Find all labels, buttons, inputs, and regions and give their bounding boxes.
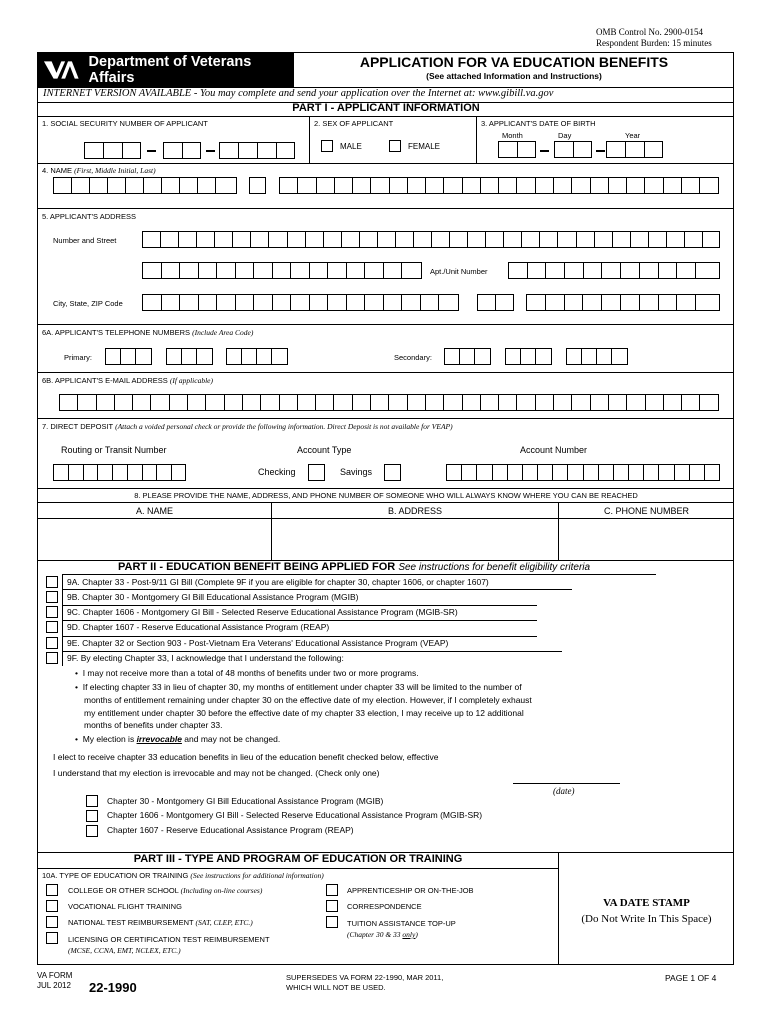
contact-phone-input[interactable]	[561, 520, 732, 558]
name-last[interactable]	[279, 177, 719, 194]
option-9f-label: 9F. By electing Chapter 33, I acknowledge that I understand the following:	[67, 653, 344, 663]
secondary-area[interactable]	[444, 348, 491, 365]
part1-title: PART I - APPLICANT INFORMATION	[292, 102, 480, 114]
college-label: COLLEGE OR OTHER SCHOOL (Including on-line courses)	[68, 886, 263, 895]
primary-line[interactable]	[226, 348, 288, 365]
national-test-label: NATIONAL TEST REIMBURSEMENT (SAT, CLEP, ETC.)	[68, 918, 253, 927]
dob-day[interactable]	[554, 141, 592, 158]
tuition-checkbox[interactable]	[326, 916, 338, 928]
bullet-1: • I may not receive more than a total of 48 months of benefits under two or more programs.	[75, 668, 419, 678]
phone-label: 6A. APPLICANT'S TELEPHONE NUMBERS (Include Area Code)	[42, 328, 254, 337]
account-type-label: Account Type	[297, 445, 352, 455]
zip-input[interactable]	[526, 294, 720, 311]
bullet-2-line4: months of benefits under chapter 33.	[84, 720, 223, 730]
va-date-stamp-note: (Do Not Write In This Space)	[581, 913, 712, 925]
account-number-input[interactable]	[446, 464, 720, 481]
sub-option-ch30-label: Chapter 30 - Montgomery GI Bill Educational Assistance Program (MGIB)	[107, 796, 384, 806]
apt-input[interactable]	[508, 262, 720, 279]
bullet-2: • If electing chapter 33 in lieu of chapter 30, my months of entitlement under chapter 33 will be limited to the number of	[75, 682, 522, 692]
form-subtitle: (See attached Information and Instructions)	[426, 71, 602, 81]
bullet-2-line2: months of entitlement remaining under chapter 30 on the effective date of my election. However, if I completely exhaust	[84, 695, 532, 705]
primary-label: Primary:	[64, 353, 92, 362]
dob-month[interactable]	[498, 141, 536, 158]
ssn-part1[interactable]	[84, 142, 141, 159]
vocational-label: VOCATIONAL FLIGHT TRAINING	[68, 902, 182, 911]
dob-year[interactable]	[606, 141, 663, 158]
correspondence-label: CORRESPONDENCE	[347, 902, 422, 911]
primary-area[interactable]	[105, 348, 152, 365]
sex-male-checkbox[interactable]	[321, 140, 333, 152]
name-middle-initial[interactable]	[249, 177, 266, 194]
city-input[interactable]	[142, 294, 459, 311]
omb-block	[596, 27, 712, 49]
routing-label: Routing or Transit Number	[61, 445, 167, 455]
option-9a-label: 9A. Chapter 33 - Post-9/11 GI Bill (Complete 9F if you are eligible for chapter 30, chapter 1606, or chapter 1607)	[67, 577, 489, 587]
secondary-line[interactable]	[566, 348, 628, 365]
apprenticeship-checkbox[interactable]	[326, 884, 338, 896]
city-label: City, State, ZIP Code	[53, 299, 123, 308]
dd-label: 7. DIRECT DEPOSIT (Attach a voided personal check or provide the following information. Direct Deposit is not available for VEAP)	[42, 422, 453, 431]
contact-name-header: A. NAME	[135, 506, 173, 516]
option-9a-checkbox[interactable]	[46, 576, 58, 588]
dob-year-label: Year	[625, 131, 641, 140]
ssn-part2[interactable]	[163, 142, 201, 159]
sub-option-ch1607-label: Chapter 1607 - Reserve Educational Assistance Program (REAP)	[107, 825, 354, 835]
page-number: PAGE 1 OF 4	[665, 973, 717, 983]
dob-month-label: Month	[502, 131, 523, 140]
email-input[interactable]	[59, 394, 719, 411]
date-label: (date)	[553, 786, 575, 796]
omb-control: OMB Control No. 2900-0154	[596, 27, 704, 37]
part2-title: PART II - EDUCATION BENEFIT BEING APPLIED FOR See instructions for benefit eligibility criteria	[118, 561, 591, 573]
ssn-label: 1. SOCIAL SECURITY NUMBER OF APPLICANT	[42, 119, 208, 128]
sex-female-label: FEMALE	[408, 142, 441, 151]
licensing-hint: (MCSE, CCNA, EMT, NCLEX, ETC.)	[68, 946, 181, 955]
savings-label: Savings	[340, 467, 373, 477]
street-input[interactable]	[142, 231, 720, 248]
checking-label: Checking	[258, 467, 296, 477]
dob-day-label: Day	[558, 131, 572, 140]
apt-label: Apt./Unit Number	[430, 267, 488, 276]
type-label: 10A. TYPE OF EDUCATION OR TRAINING (See instructions for additional information)	[42, 871, 324, 880]
elect-line1: I elect to receive chapter 33 education benefits in lieu of the education benefit checked below, effective	[53, 752, 439, 762]
option-9b-label: 9B. Chapter 30 - Montgomery GI Bill Educational Assistance Program (MGIB)	[67, 592, 359, 602]
sex-male-label: MALE	[340, 142, 362, 151]
name-label: 4. NAME (First, Middle Initial, Last)	[42, 166, 156, 175]
form-title: APPLICATION FOR VA EDUCATION BENEFITS	[359, 54, 669, 70]
national-test-checkbox[interactable]	[46, 916, 58, 928]
sex-label: 2. SEX OF APPLICANT	[314, 119, 394, 128]
tuition-label: TUITION ASSISTANCE TOP-UP	[347, 919, 456, 928]
option-9f-checkbox[interactable]	[46, 652, 58, 664]
account-number-label: Account Number	[520, 445, 588, 455]
contact-name-input[interactable]	[40, 520, 269, 558]
contact-label: 8. PLEASE PROVIDE THE NAME, ADDRESS, AND PHONE NUMBER OF SOMEONE WHO WILL ALWAYS KNOW WHERE YOU CAN BE REACHED	[134, 491, 638, 500]
primary-prefix[interactable]	[166, 348, 213, 365]
form-number: 22-1990	[89, 980, 137, 995]
contact-phone-header: C. PHONE NUMBER	[603, 506, 689, 516]
email-label: 6B. APPLICANT'S E-MAIL ADDRESS (If applicable)	[42, 376, 213, 385]
option-9c-checkbox[interactable]	[46, 606, 58, 618]
contact-address-header: B. ADDRESS	[387, 506, 443, 516]
dob-label: 3. APPLICANT'S DATE OF BIRTH	[481, 119, 596, 128]
form-date: JUL 2012	[37, 981, 71, 990]
address-label: 5. APPLICANT'S ADDRESS	[42, 212, 136, 221]
sex-female-checkbox[interactable]	[389, 140, 401, 152]
secondary-label: Secondary:	[394, 353, 432, 362]
college-checkbox[interactable]	[46, 884, 58, 896]
vocational-checkbox[interactable]	[46, 900, 58, 912]
sub-option-ch30-checkbox[interactable]	[86, 795, 98, 807]
street-label: Number and Street	[53, 236, 117, 245]
option-9e-label: 9E. Chapter 32 or Section 903 - Post-Vietnam Era Veterans' Educational Assistance Program (VEAP)	[67, 638, 449, 648]
apprenticeship-label: APPRENTICESHIP OR ON-THE-JOB	[347, 886, 474, 895]
correspondence-checkbox[interactable]	[326, 900, 338, 912]
option-9c-label: 9C. Chapter 1606 - Montgomery GI Bill - Selected Reserve Educational Assistance Program (MGIB-SR)	[67, 607, 458, 617]
va-banner	[38, 53, 293, 87]
name-first[interactable]	[53, 177, 237, 194]
form-label: VA FORM	[37, 971, 73, 980]
option-9e-checkbox[interactable]	[46, 637, 58, 649]
routing-input[interactable]	[53, 464, 186, 481]
sub-option-ch1607-checkbox[interactable]	[86, 825, 98, 837]
part3-title: PART III - TYPE AND PROGRAM OF EDUCATION OR TRAINING	[133, 853, 463, 865]
sub-option-ch1606-checkbox[interactable]	[86, 810, 98, 822]
supersedes: SUPERSEDES VA FORM 22-1990, MAR 2011, WHICH WILL NOT BE USED.	[286, 973, 444, 992]
option-9b-checkbox[interactable]	[46, 591, 58, 603]
option-9d-checkbox[interactable]	[46, 621, 58, 633]
ssn-part3[interactable]	[219, 142, 295, 159]
omb-burden: Respondent Burden: 15 minutes	[596, 38, 712, 48]
secondary-prefix[interactable]	[505, 348, 552, 365]
elect-line2: I understand that my election is irrevocable and may not be changed. (Check only one)	[53, 768, 380, 778]
savings-checkbox[interactable]	[384, 464, 401, 481]
state-input[interactable]	[477, 294, 514, 311]
va-logo-icon	[42, 58, 81, 82]
tuition-hint: (Chapter 30 & 33 only)	[347, 930, 418, 939]
form-id	[37, 971, 72, 991]
contact-address-input[interactable]	[274, 520, 556, 558]
licensing-label: LICENSING OR CERTIFICATION TEST REIMBURSEMENT	[68, 935, 270, 944]
checking-checkbox[interactable]	[308, 464, 325, 481]
agency-name: Department of Veterans Affairs	[88, 54, 252, 86]
sub-option-ch1606-label: Chapter 1606 - Montgomery GI Bill - Selected Reserve Educational Assistance Program (MGIB-SR)	[107, 810, 483, 820]
street-input-line2[interactable]	[142, 262, 422, 279]
va-date-stamp-title: VA DATE STAMP	[603, 897, 690, 909]
bullet-3: • My election is irrevocable and may not be changed.	[75, 734, 281, 744]
option-9d-label: 9D. Chapter 1607 - Reserve Educational Assistance Program (REAP)	[67, 622, 330, 632]
date-line[interactable]	[513, 783, 620, 784]
bullet-2-line3: my entitlement under chapter 30 before the effective date of my chapter 33 election, I may receive up to 12 additional	[84, 708, 524, 718]
licensing-checkbox[interactable]	[46, 932, 58, 944]
internet-note: INTERNET VERSION AVAILABLE - You may complete and send your application over the Internet at: www.gibill.va.gov	[43, 88, 554, 99]
